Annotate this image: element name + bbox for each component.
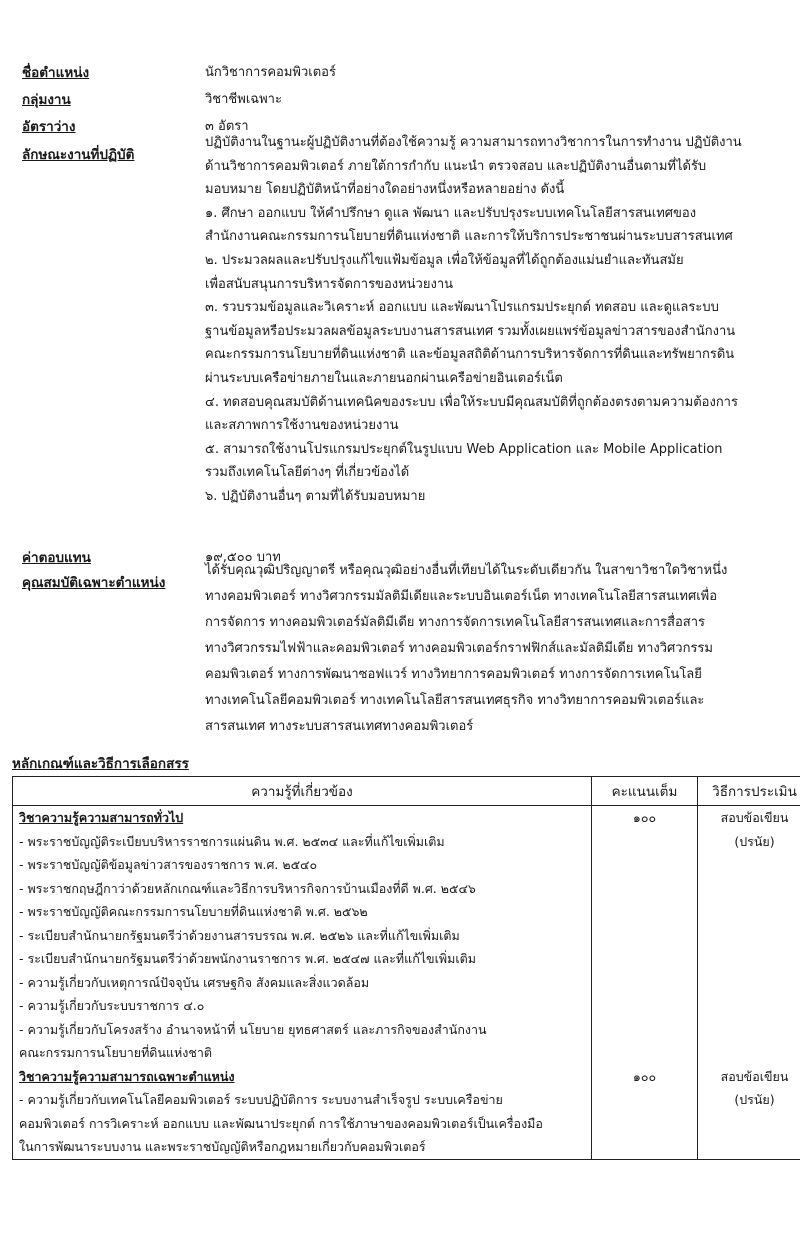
text-line: ๖. ปฏิบัติงานอื่นๆ ตามที่ได้รับมอบหมาย bbox=[205, 488, 426, 504]
text-line: สารสนเทศ ทางระบบสารสนเทศทางคอมพิวเตอร์ bbox=[205, 719, 474, 734]
header-score: คะแนนเต็ม bbox=[592, 777, 698, 806]
text-line: คอมพิวเตอร์ ทางการพัฒนาซอฟแวร์ ทางวิทยาการคอมพิวเตอร์ ทางการจัดการเทคโนโลยี bbox=[205, 667, 702, 682]
text-line: ผ่านระบบเครือข่ายภายในและภายนอกผ่านเครือข่ายอินเตอร์เน็ต bbox=[205, 370, 563, 386]
text-line: ทางคอมพิวเตอร์ ทางวิศวกรรมมัลติมีเดียและระบบอินเตอร์เน็ต ทางเทคโนโลยีสารสนเทศเพื่อ bbox=[205, 589, 718, 604]
text-line: ๓. รวบรวมข้อมูลและวิเคราะห์ ออกแบบ และพัฒนาโปรแกรมประยุกต์ ทดสอบ และดูแลระบบ bbox=[205, 300, 719, 316]
group-label: กลุ่มงาน bbox=[22, 92, 71, 108]
table-row bbox=[13, 1065, 800, 1160]
knowledge-item: - พระราชบัญญัติระเบียบบริหารราชการแผ่นดิน พ.ศ. ๒๕๓๔ และที่แก้ไขเพิ่มเติม bbox=[19, 833, 445, 849]
table-header-row bbox=[13, 777, 800, 806]
text-line: การจัดการ ทางคอมพิวเตอร์มัลติมีเดีย ทางการจัดการเทคโนโลยีสารสนเทศและการสื่อสาร bbox=[205, 615, 705, 630]
evaluation-method: สอบข้อเขียน bbox=[720, 1068, 789, 1084]
vacancies-value: ๓ อัตรา bbox=[205, 119, 249, 134]
knowledge-item: - ความรู้เกี่ยวกับเทคโนโลยีคอมพิวเตอร์ ระบบปฏิบัติการ ระบบงานสำเร็จรูป ระบบเครือข่าย bbox=[19, 1092, 503, 1107]
group-value: วิชาชีพเฉพาะ bbox=[205, 92, 282, 107]
score-cell bbox=[592, 806, 698, 1065]
selection-table bbox=[12, 776, 800, 1160]
vacancies-label: อัตราว่าง bbox=[22, 119, 76, 135]
subject-heading: วิชาความรู้ความสามารถทั่วไป bbox=[19, 810, 184, 825]
evaluation-method: (ปรนัย) bbox=[734, 833, 775, 849]
duties-text bbox=[205, 131, 795, 509]
text-line: ปฏิบัติงานในฐานะผู้ปฏิบัติงานที่ต้องใช้ความรู้ ความสามารถทางวิชาการในการทำงาน ปฏิบัติงาน bbox=[205, 135, 742, 150]
salary-label: ค่าตอบแทน bbox=[22, 550, 91, 566]
text-line: ด้านวิชาการคอมพิวเตอร์ ภายใต้การกำกับ แนะนำ ตรวจสอบ และปฏิบัติงานอื่นตามที่ได้รับ bbox=[205, 158, 707, 174]
knowledge-item: - ความรู้เกี่ยวกับระบบราชการ ๔.๐ bbox=[19, 998, 205, 1013]
knowledge-item: - ระเบียบสำนักนายกรัฐมนตรีว่าด้วยพนักงานราชการ พ.ศ. ๒๕๔๗ และที่แก้ไขเพิ่มเติม bbox=[19, 951, 476, 966]
text-line: ๑. ศึกษา ออกแบบ ให้คำปรึกษา ดูแล พัฒนา และปรับปรุงระบบเทคโนโลยีสารสนเทศของ bbox=[205, 205, 697, 221]
method-cell bbox=[698, 806, 800, 1065]
knowledge-item: - พระราชกฤษฎีกาว่าด้วยหลักเกณฑ์และวิธีการบริหารกิจการบ้านเมืองที่ดี พ.ศ. ๒๕๔๖ bbox=[19, 880, 476, 896]
text-line: ทางวิศวกรรมไฟฟ้าและคอมพิวเตอร์ ทางคอมพิวเตอร์กราฟฟิกส์และมัลติมีเดีย ทางวิศวกรรม bbox=[205, 641, 713, 656]
table-row bbox=[13, 806, 800, 1065]
position-label: ชื่อตำแหน่ง bbox=[22, 65, 90, 81]
knowledge-item: - พระราชบัญญัติคณะกรรมการนโยบายที่ดินแห่งชาติ พ.ศ. ๒๕๖๒ bbox=[19, 904, 368, 919]
text-line: มอบหมาย โดยปฏิบัติหน้าที่อย่างใดอย่างหนึ่งหรือหลายอย่าง ดังนี้ bbox=[205, 182, 565, 198]
text-line: ฐานข้อมูลหรือประมวลผลข้อมูลระบบงานสารสนเทศ รวมทั้งเผยแพร่ข้อมูลข่าวสารของสำนักงาน bbox=[205, 323, 736, 339]
text-line: ได้รับคุณวุฒิปริญญาตรี หรือคุณวุฒิอย่างอื่นที่เทียบได้ในระดับเดียวกัน ในสาขาวิชาใดวิชาหนึ่ง bbox=[205, 563, 728, 578]
text-line: ๒. ประมวลผลและปรับปรุงแก้ไขแฟ้มข้อมูล เพื่อให้ข้อมูลที่ได้ถูกต้องแม่นยำและทันสมัย bbox=[205, 252, 684, 268]
text-line: เพื่อสนับสนุนการบริหารจัดการของหน่วยงาน bbox=[205, 276, 454, 292]
knowledge-cell bbox=[13, 1065, 592, 1160]
full-score: ๑๐๐ bbox=[632, 1068, 657, 1084]
text-line: ทางเทคโนโลยีคอมพิวเตอร์ ทางเทคโนโลยีสารสนเทศธุรกิจ ทางวิทยาการคอมพิวเตอร์และ bbox=[205, 693, 705, 708]
knowledge-cell bbox=[13, 806, 592, 1065]
text-line: รวมถึงเทคโนโลยีต่างๆ ที่เกี่ยวข้องได้ bbox=[205, 465, 410, 481]
evaluation-method: (ปรนัย) bbox=[734, 1092, 775, 1107]
knowledge-item: - ความรู้เกี่ยวกับโครงสร้าง อำนาจหน้าที่ นโยบาย ยุทธศาสตร์ และภารกิจของสำนักงาน bbox=[19, 1021, 487, 1037]
knowledge-item: คอมพิวเตอร์ การวิเคราะห์ ออกแบบ และพัฒนาประยุกต์ การใช้ภาษาของคอมพิวเตอร์เป็นเครื่องมือ bbox=[19, 1115, 543, 1131]
position-value: นักวิชาการคอมพิวเตอร์ bbox=[205, 65, 336, 80]
text-line: ๔. ทดสอบคุณสมบัติด้านเทคนิคของระบบ เพื่อให้ระบบมีคุณสมบัติที่ถูกต้องตรงตามความต้องการ bbox=[205, 394, 738, 410]
text-line: ๕. สามารถใช้งานโปรแกรมประยุกต์ในรูปแบบ Web Application และ Mobile Application bbox=[205, 441, 723, 457]
text-line: และสภาพการใช้งานของหน่วยงาน bbox=[205, 418, 399, 434]
qualifications-text bbox=[205, 558, 795, 740]
header-method: วิธีการประเมิน bbox=[698, 777, 800, 806]
score-cell bbox=[592, 1065, 698, 1160]
header-knowledge: ความรู้ที่เกี่ยวข้อง bbox=[13, 777, 592, 806]
knowledge-item: - ระเบียบสำนักนายกรัฐมนตรีว่าด้วยงานสารบรรณ พ.ศ. ๒๕๒๖ และที่แก้ไขเพิ่มเติม bbox=[19, 927, 460, 943]
knowledge-item: ในการพัฒนาระบบงาน และพระราชบัญญัติหรือกฎหมายเกี่ยวกับคอมพิวเตอร์ bbox=[19, 1139, 426, 1154]
evaluation-method: สอบข้อเขียน bbox=[720, 810, 789, 825]
qualifications-label: คุณสมบัติเฉพาะตำแหน่ง bbox=[22, 575, 166, 591]
knowledge-item: - ความรู้เกี่ยวกับเหตุการณ์ปัจจุบัน เศรษฐกิจ สังคมและสิ่งแวดล้อม bbox=[19, 974, 370, 990]
selection-title: หลักเกณฑ์และวิธีการเลือกสรร bbox=[12, 756, 189, 772]
subject-heading: วิชาความรู้ความสามารถเฉพาะตำแหน่ง bbox=[19, 1068, 235, 1084]
knowledge-item: - พระราชบัญญัติข้อมูลข่าวสารของราชการ พ.ศ. ๒๕๔๐ bbox=[19, 857, 318, 872]
duties-label: ลักษณะงานที่ปฏิบัติ bbox=[22, 147, 135, 163]
text-line: สำนักงานคณะกรรมการนโยบายที่ดินแห่งชาติ และการให้บริการประชาชนผ่านระบบสารสนเทศ bbox=[205, 229, 733, 245]
salary-value: ๑๙,๕๐๐ บาท bbox=[205, 550, 281, 565]
knowledge-item: คณะกรรมการนโยบายที่ดินแห่งชาติ bbox=[19, 1045, 212, 1060]
text-line: คณะกรรมการนโยบายที่ดินแห่งชาติ และข้อมูลสถิติด้านการบริหารจัดการที่ดินและทรัพยากรดิน bbox=[205, 347, 735, 363]
method-cell bbox=[698, 1065, 800, 1160]
full-score: ๑๐๐ bbox=[632, 810, 657, 825]
